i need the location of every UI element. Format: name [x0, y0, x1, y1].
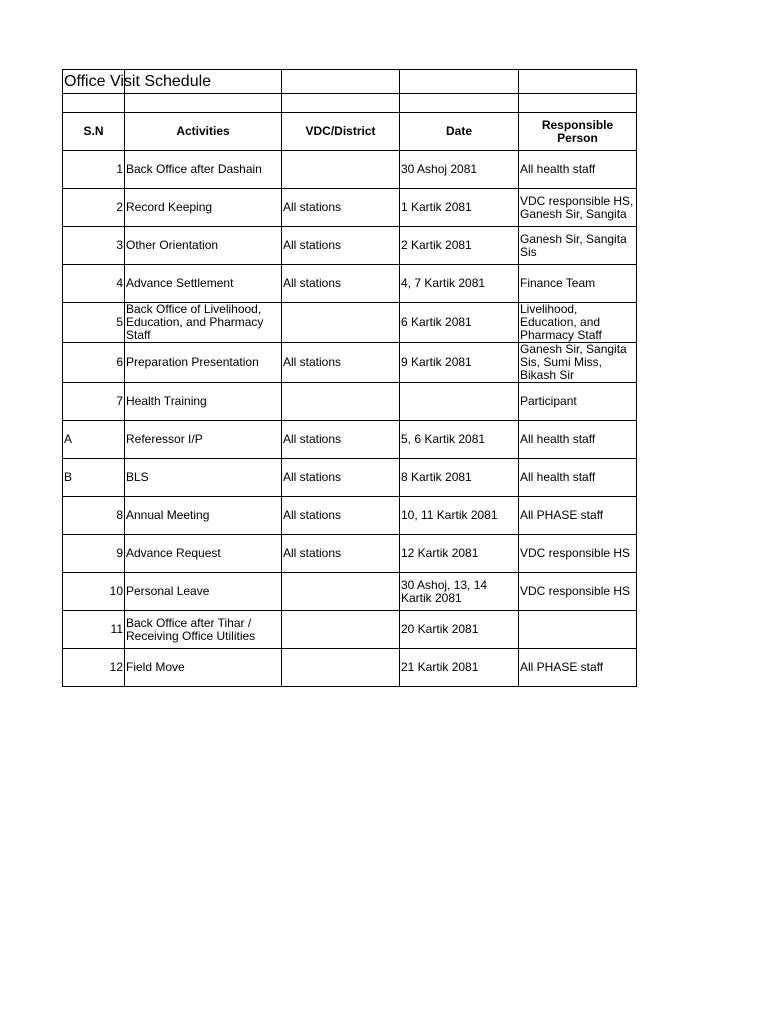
empty-cell — [519, 94, 637, 113]
cell-date: 5, 6 Kartik 2081 — [400, 421, 519, 459]
cell-sn: 2 — [63, 189, 125, 227]
header-activities: Activities — [125, 113, 282, 151]
cell-sn: B — [63, 459, 125, 497]
cell-activity: BLS — [125, 459, 282, 497]
cell-vdc-district: All stations — [282, 459, 400, 497]
cell-activity: Advance Request — [125, 535, 282, 573]
empty-cell — [519, 70, 637, 94]
cell-vdc-district: All stations — [282, 189, 400, 227]
blank-row — [63, 94, 637, 113]
table-row — [63, 265, 637, 303]
cell-date: 9 Kartik 2081 — [400, 343, 519, 383]
table-row — [63, 383, 637, 421]
cell-activity: Referessor I/P — [125, 421, 282, 459]
cell-responsible-person: Livelihood, Education, and Pharmacy Staff — [519, 303, 637, 343]
table-row — [63, 649, 637, 687]
cell-responsible-person: Ganesh Sir, Sangita Sis, Sumi Miss, Bikash Sir — [519, 343, 637, 383]
cell-activity: Annual Meeting — [125, 497, 282, 535]
empty-cell — [282, 94, 400, 113]
cell-activity: Back Office after Dashain — [125, 151, 282, 189]
empty-cell — [282, 70, 400, 94]
cell-vdc-district: All stations — [282, 421, 400, 459]
cell-activity: Record Keeping — [125, 189, 282, 227]
table-row — [63, 459, 637, 497]
cell-sn: 5 — [63, 303, 125, 343]
cell-sn: 6 — [63, 343, 125, 383]
header-responsible-person: Responsible Person — [519, 113, 637, 151]
cell-activity: Preparation Presentation — [125, 343, 282, 383]
cell-date: 10, 11 Kartik 2081 — [400, 497, 519, 535]
schedule-table — [62, 69, 637, 687]
table-row — [63, 343, 637, 383]
cell-activity: Field Move — [125, 649, 282, 687]
header-vdc-district: VDC/District — [282, 113, 400, 151]
cell-date — [400, 383, 519, 421]
cell-date: 4, 7 Kartik 2081 — [400, 265, 519, 303]
cell-responsible-person: VDC responsible HS — [519, 535, 637, 573]
cell-sn: 3 — [63, 227, 125, 265]
cell-activity: Other Orientation — [125, 227, 282, 265]
cell-vdc-district: All stations — [282, 497, 400, 535]
cell-date: 1 Kartik 2081 — [400, 189, 519, 227]
cell-activity: Advance Settlement — [125, 265, 282, 303]
cell-date: 30 Ashoj, 13, 14 Kartik 2081 — [400, 573, 519, 611]
cell-vdc-district: All stations — [282, 535, 400, 573]
cell-sn: 1 — [63, 151, 125, 189]
cell-responsible-person: All PHASE staff — [519, 497, 637, 535]
cell-responsible-person: All health staff — [519, 459, 637, 497]
table-row — [63, 189, 637, 227]
cell-vdc-district: All stations — [282, 227, 400, 265]
empty-cell — [63, 94, 125, 113]
cell-activity: Back Office of Livelihood, Education, and Pharmacy Staff — [125, 303, 282, 343]
cell-vdc-district — [282, 383, 400, 421]
cell-activity: Health Training — [125, 383, 282, 421]
cell-date: 6 Kartik 2081 — [400, 303, 519, 343]
cell-vdc-district — [282, 611, 400, 649]
header-sn: S.N — [63, 113, 125, 151]
table-row — [63, 421, 637, 459]
cell-date: 30 Ashoj 2081 — [400, 151, 519, 189]
table-row — [63, 151, 637, 189]
cell-date: 12 Kartik 2081 — [400, 535, 519, 573]
table-row — [63, 303, 637, 343]
cell-date: 8 Kartik 2081 — [400, 459, 519, 497]
cell-date: 20 Kartik 2081 — [400, 611, 519, 649]
title-row — [63, 70, 637, 94]
cell-responsible-person: VDC responsible HS — [519, 573, 637, 611]
empty-cell — [125, 94, 282, 113]
sheet-title: Office Visit Schedule — [63, 70, 125, 94]
header-row — [63, 113, 637, 151]
cell-activity: Back Office after Tihar / Receiving Office Utilities — [125, 611, 282, 649]
empty-cell — [400, 70, 519, 94]
cell-responsible-person: All health staff — [519, 151, 637, 189]
cell-vdc-district — [282, 303, 400, 343]
table-body — [63, 151, 637, 687]
table-row — [63, 497, 637, 535]
cell-vdc-district: All stations — [282, 265, 400, 303]
cell-vdc-district: All stations — [282, 343, 400, 383]
cell-sn: 12 — [63, 649, 125, 687]
header-date: Date — [400, 113, 519, 151]
cell-date: 21 Kartik 2081 — [400, 649, 519, 687]
cell-sn: 7 — [63, 383, 125, 421]
cell-vdc-district — [282, 151, 400, 189]
cell-responsible-person: VDC responsible HS, Ganesh Sir, Sangita — [519, 189, 637, 227]
cell-responsible-person: Finance Team — [519, 265, 637, 303]
cell-responsible-person: All health staff — [519, 421, 637, 459]
cell-date: 2 Kartik 2081 — [400, 227, 519, 265]
table-row — [63, 227, 637, 265]
table-row — [63, 573, 637, 611]
cell-activity: Personal Leave — [125, 573, 282, 611]
cell-sn: 10 — [63, 573, 125, 611]
table-row — [63, 611, 637, 649]
cell-responsible-person: Ganesh Sir, Sangita Sis — [519, 227, 637, 265]
cell-responsible-person — [519, 611, 637, 649]
empty-cell — [400, 94, 519, 113]
cell-responsible-person: All PHASE staff — [519, 649, 637, 687]
cell-vdc-district — [282, 573, 400, 611]
cell-sn: A — [63, 421, 125, 459]
cell-sn: 4 — [63, 265, 125, 303]
cell-sn: 9 — [63, 535, 125, 573]
cell-responsible-person: Participant — [519, 383, 637, 421]
cell-vdc-district — [282, 649, 400, 687]
cell-sn: 11 — [63, 611, 125, 649]
cell-sn: 8 — [63, 497, 125, 535]
table-row — [63, 535, 637, 573]
